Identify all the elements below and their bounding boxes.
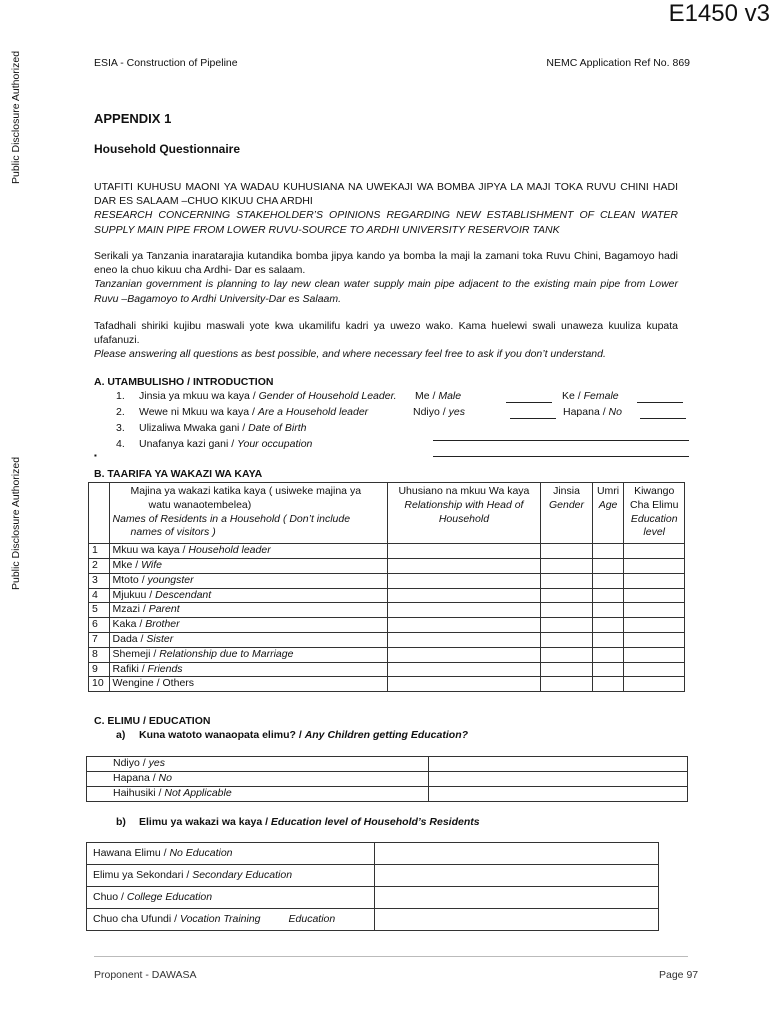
- education-level-table: [86, 842, 659, 931]
- row-number-cell: [89, 603, 110, 618]
- education-input-cell[interactable]: [624, 618, 685, 633]
- row-number: 4: [92, 588, 98, 601]
- education-level-answer-cell[interactable]: [375, 843, 659, 865]
- question-letter: a): [116, 729, 126, 741]
- document-id: E1450 v3: [668, 0, 770, 27]
- gender-input-cell[interactable]: [541, 647, 592, 662]
- age-input-cell[interactable]: [592, 544, 624, 559]
- side-label-middle: Public Disclosure Authorized: [10, 456, 22, 590]
- intro-instructions-block: [94, 319, 678, 362]
- option-label: Me /: [415, 390, 439, 402]
- table-row: [87, 887, 659, 909]
- footer-page-number: Page 97: [659, 969, 699, 981]
- residents-table: [88, 482, 685, 692]
- question-number: 4.: [116, 438, 125, 450]
- option-label-english: yes: [448, 406, 465, 418]
- row-number-cell: [89, 618, 110, 633]
- relationship-input-cell[interactable]: [387, 632, 541, 647]
- gender-input-cell[interactable]: [541, 603, 592, 618]
- education-input-cell[interactable]: [624, 544, 685, 559]
- relationship-input-cell[interactable]: [387, 662, 541, 677]
- row-number-cell: [89, 662, 110, 677]
- level-english: College Education: [126, 891, 213, 903]
- header-gender-cell: [541, 483, 592, 544]
- relationship-input-cell[interactable]: [387, 588, 541, 603]
- age-input-cell[interactable]: [592, 618, 624, 633]
- education-level-label-cell: [87, 843, 375, 865]
- table-row: [89, 677, 685, 692]
- gender-english: Gender: [548, 498, 585, 511]
- education-level-answer-cell[interactable]: [375, 909, 659, 931]
- relationship-label-cell: [109, 588, 387, 603]
- question-letter: b): [116, 816, 126, 828]
- section-c-title: C. ELIMU / EDUCATION: [94, 715, 211, 727]
- table-row: [89, 544, 685, 559]
- question-c-b: [116, 815, 480, 829]
- question-english: Gender of Household Leader.: [258, 390, 397, 402]
- education-input-cell[interactable]: [624, 588, 685, 603]
- level-english: Secondary Education: [192, 869, 293, 881]
- question-swahili: Wewe ni Mkuu wa kaya /: [139, 406, 258, 418]
- question-english: Education level of Household’s Residents: [270, 816, 480, 828]
- age-swahili: Umri: [596, 485, 620, 497]
- question-english: Your occupation: [237, 438, 313, 450]
- option-english: yes: [148, 757, 165, 769]
- row-number-cell: [89, 647, 110, 662]
- row-number: 1: [92, 544, 98, 557]
- relationship-english: Friends: [147, 662, 183, 675]
- relationship-input-cell[interactable]: [387, 573, 541, 588]
- relationship-input-cell[interactable]: [387, 603, 541, 618]
- gender-input-cell[interactable]: [541, 544, 592, 559]
- row-number-cell: [89, 558, 110, 573]
- row-number: 9: [92, 662, 98, 675]
- gender-swahili: Jinsia: [553, 485, 580, 497]
- level-english: No Education: [169, 847, 233, 859]
- relationship-english: Brother: [145, 618, 180, 631]
- bullet-marker: ▪: [94, 451, 97, 460]
- question-english: Any Children getting Education?: [304, 729, 469, 741]
- question-english: Are a Household leader: [257, 406, 369, 418]
- option-answer-cell[interactable]: [429, 772, 688, 787]
- header-number-cell: [89, 483, 110, 544]
- relationship-swahili: Wengine / Others: [112, 677, 195, 690]
- relationship-input-cell[interactable]: [387, 647, 541, 662]
- side-label-top: Public Disclosure Authorized: [10, 50, 22, 184]
- relationship-input-cell[interactable]: [387, 618, 541, 633]
- relationship-english: Relationship due to Marriage: [159, 647, 294, 660]
- gender-input-cell[interactable]: [541, 618, 592, 633]
- education-input-cell[interactable]: [624, 662, 685, 677]
- names-english: Names of Residents in a Household ( Don’t include names of visitors ): [112, 512, 351, 539]
- option-label-english: No: [608, 406, 622, 418]
- table-row: [87, 787, 688, 802]
- question-english: Date of Birth: [248, 422, 307, 434]
- relationship-swahili: Mtoto /: [112, 573, 148, 586]
- option-label-english: Male: [438, 390, 462, 402]
- education-input-cell[interactable]: [624, 558, 685, 573]
- row-number: 2: [92, 558, 98, 571]
- relationship-english: Household leader: [188, 544, 271, 557]
- level-swahili: Elimu ya Sekondari /: [93, 869, 193, 881]
- table-row: [87, 909, 659, 931]
- option-swahili: Haihusiki /: [113, 787, 165, 799]
- row-number: 7: [92, 632, 98, 645]
- relationship-label-cell: [109, 662, 387, 677]
- question-number: 3.: [116, 422, 125, 434]
- intro-english-instructions: Please answering all questions as best possible, and where necessary feel free to ask if you don’t understand.: [94, 348, 606, 361]
- question-swahili: Unafanya kazi gani /: [139, 438, 238, 450]
- relationship-swahili: Mke /: [112, 558, 142, 571]
- question-swahili: Elimu ya wakazi wa kaya /: [139, 816, 271, 828]
- education-input-cell[interactable]: [624, 603, 685, 618]
- table-row: [89, 647, 685, 662]
- question-number: 1.: [116, 390, 125, 402]
- education-level-answer-cell[interactable]: [375, 887, 659, 909]
- table-row: [89, 588, 685, 603]
- relationship-english: Relationship with Head of Household: [404, 498, 524, 525]
- question-a4: [116, 437, 312, 451]
- question-swahili: Kuna watoto wanaopata elimu? /: [139, 729, 305, 741]
- option-answer-cell[interactable]: [429, 757, 688, 772]
- relationship-input-cell[interactable]: [387, 544, 541, 559]
- row-number-cell: [89, 632, 110, 647]
- education-english: Education level: [630, 512, 678, 539]
- relationship-english: Descendant: [155, 588, 212, 601]
- section-b-title: B. TAARIFA YA WAKAZI WA KAYA: [94, 468, 263, 480]
- table-row: [87, 772, 688, 787]
- gender-input-cell[interactable]: [541, 573, 592, 588]
- gender-input-cell[interactable]: [541, 558, 592, 573]
- option-label: Ke /: [562, 390, 584, 402]
- header-relationship-cell: [387, 483, 541, 544]
- relationship-swahili: Mkuu wa kaya /: [112, 544, 189, 557]
- relationship-label-cell: [109, 647, 387, 662]
- education-level-label-cell: [87, 909, 375, 931]
- no-answer-blank[interactable]: [640, 418, 686, 419]
- level-english: Vocation Training: [179, 913, 261, 925]
- option-swahili: Hapana /: [113, 772, 159, 784]
- intro-english-heading: RESEARCH CONCERNING STAKEHOLDER’S OPINIONS REGARDING NEW ESTABLISHMENT OF CLEAN WATER SUPPLY MAIN PIPE FROM LOWER RUVU-SOURCE TO ARDHI UNIVERSITY RESERVOIR TANK: [94, 209, 678, 236]
- table-row: [87, 757, 688, 772]
- intro-swahili-plan: Serikali ya Tanzania inaratarajia kutandika bomba jipya kando ya bomba la maji la zamani toka Ruvu Chini, Bagamoyo hadi eneo la chuo kikuu cha Ardhi- Dar es salaam.: [94, 250, 678, 277]
- row-number: 8: [92, 647, 98, 660]
- age-input-cell[interactable]: [592, 573, 624, 588]
- row-number: 5: [92, 603, 98, 616]
- question-a3: [116, 421, 307, 435]
- age-input-cell[interactable]: [592, 647, 624, 662]
- option-english: Not Applicable: [164, 787, 232, 799]
- row-number: 6: [92, 618, 98, 631]
- option-label: Ndiyo /: [413, 406, 449, 418]
- header-age-cell: [592, 483, 624, 544]
- row-number-cell: [89, 573, 110, 588]
- questionnaire-title: Household Questionnaire: [94, 142, 241, 156]
- relationship-swahili: Mjukuu /: [112, 588, 156, 601]
- relationship-english: Sister: [146, 632, 174, 645]
- age-input-cell[interactable]: [592, 662, 624, 677]
- relationship-label-cell: [109, 618, 387, 633]
- residents-table-body: [89, 544, 685, 692]
- gender-input-cell[interactable]: [541, 588, 592, 603]
- relationship-swahili: Dada /: [112, 632, 147, 645]
- level-swahili: Chuo /: [93, 891, 127, 903]
- table-row: [89, 558, 685, 573]
- intro-research-block: [94, 180, 678, 237]
- age-input-cell[interactable]: [592, 632, 624, 647]
- children-education-body: [87, 757, 688, 802]
- question-a1: [116, 389, 397, 403]
- row-number: 3: [92, 573, 98, 586]
- male-answer-blank[interactable]: [506, 402, 552, 403]
- option-male[interactable]: [415, 389, 461, 403]
- intro-swahili-instructions: Tafadhali shiriki kujibu maswali yote kwa ukamilifu kadri ya uwezo wako. Kama huelewi swali unaweza kuuliza kupata ufafanuzi.: [94, 320, 678, 347]
- relationship-label-cell: [109, 632, 387, 647]
- appendix-title: APPENDIX 1: [94, 111, 172, 126]
- yes-answer-blank[interactable]: [510, 418, 556, 419]
- relationship-swahili: Kaka /: [112, 618, 146, 631]
- row-number-cell: [89, 544, 110, 559]
- option-female[interactable]: [562, 389, 619, 403]
- education-input-cell[interactable]: [624, 647, 685, 662]
- row-number: 10: [92, 677, 104, 690]
- education-level-body: [87, 843, 659, 931]
- row-number-cell: [89, 588, 110, 603]
- gender-input-cell[interactable]: [541, 677, 592, 692]
- age-input-cell[interactable]: [592, 677, 624, 692]
- option-label: Hapana /: [563, 406, 609, 418]
- relationship-swahili: Shemeji /: [112, 647, 160, 660]
- table-row: [89, 573, 685, 588]
- occupation-blank[interactable]: [433, 456, 689, 457]
- age-input-cell[interactable]: [592, 558, 624, 573]
- row-number-cell: [89, 677, 110, 692]
- education-level-answer-cell[interactable]: [375, 865, 659, 887]
- level-swahili: Hawana Elimu /: [93, 847, 170, 859]
- relationship-english: Wife: [141, 558, 163, 571]
- intro-swahili-heading: UTAFITI KUHUSU MAONI YA WADAU KUHUSIANA NA UWEKAJI WA BOMBA JIPYA LA MAJI TOKA RUVU CHINI HADI DAR ES SALAAM –CHUO KIKUU CHA ARDHI: [94, 181, 678, 208]
- age-input-cell[interactable]: [592, 603, 624, 618]
- relationship-label-cell: [109, 558, 387, 573]
- relationship-label-cell: [109, 677, 387, 692]
- gender-input-cell[interactable]: [541, 662, 592, 677]
- question-swahili: Ulizaliwa Mwaka gani /: [139, 422, 249, 434]
- question-c-a: [116, 728, 468, 742]
- age-input-cell[interactable]: [592, 588, 624, 603]
- section-a-title: A. UTAMBULISHO / INTRODUCTION: [94, 376, 274, 388]
- option-label-cell: [87, 787, 429, 802]
- table-row: [89, 662, 685, 677]
- birth-year-blank[interactable]: [433, 440, 689, 441]
- gender-input-cell[interactable]: [541, 632, 592, 647]
- intro-english-plan: Tanzanian government is planning to lay new clean water supply main pipe adjacent to the existing main pipe from Lower Ruvu –Bagamoyo to Ardhi University-Dar es Salaam.: [94, 278, 678, 305]
- option-label-cell: [87, 757, 429, 772]
- level-swahili: Chuo cha Ufundi /: [93, 913, 180, 925]
- level-english-extra: Education: [288, 913, 336, 925]
- header-left: ESIA - Construction of Pipeline: [94, 57, 238, 69]
- female-answer-blank[interactable]: [637, 402, 683, 403]
- relationship-input-cell[interactable]: [387, 558, 541, 573]
- education-input-cell[interactable]: [624, 677, 685, 692]
- option-label-cell: [87, 772, 429, 787]
- table-row: [89, 603, 685, 618]
- education-input-cell[interactable]: [624, 573, 685, 588]
- relationship-english: youngster: [147, 573, 194, 586]
- option-no[interactable]: [563, 405, 622, 419]
- education-level-label-cell: [87, 865, 375, 887]
- table-row: [87, 865, 659, 887]
- option-answer-cell[interactable]: [429, 787, 688, 802]
- education-input-cell[interactable]: [624, 632, 685, 647]
- age-english: Age: [598, 498, 618, 511]
- children-education-table: [86, 756, 688, 802]
- header-right: NEMC Application Ref No. 869: [546, 57, 690, 69]
- relationship-english: Parent: [148, 603, 180, 616]
- question-swahili: Jinsia ya mkuu wa kaya /: [139, 390, 259, 402]
- relationship-label-cell: [109, 573, 387, 588]
- relationship-swahili: Rafiki /: [112, 662, 148, 675]
- education-level-label-cell: [87, 887, 375, 909]
- question-a2: [116, 405, 368, 419]
- option-english: No: [158, 772, 172, 784]
- footer-divider: [94, 956, 688, 957]
- relationship-label-cell: [109, 544, 387, 559]
- header-education-cell: [624, 483, 685, 544]
- option-swahili: Ndiyo /: [113, 757, 149, 769]
- relationship-label-cell: [109, 603, 387, 618]
- residents-table-header: [89, 483, 685, 544]
- header-names-cell: [109, 483, 387, 544]
- footer-proponent: Proponent - DAWASA: [94, 969, 197, 981]
- names-swahili: Majina ya wakazi katika kaya ( usiweke majina ya watu wanaotembelea): [130, 485, 362, 511]
- question-number: 2.: [116, 406, 125, 418]
- relationship-swahili: Uhusiano na mkuu Wa kaya: [398, 485, 530, 497]
- option-label-english: Female: [583, 390, 619, 402]
- option-yes[interactable]: [413, 405, 465, 419]
- table-row: [87, 843, 659, 865]
- education-swahili: Kiwango Cha Elimu: [630, 485, 679, 511]
- relationship-input-cell[interactable]: [387, 677, 541, 692]
- table-row: [89, 618, 685, 633]
- intro-plan-block: [94, 249, 678, 306]
- relationship-swahili: Mzazi /: [112, 603, 149, 616]
- table-row: [89, 632, 685, 647]
